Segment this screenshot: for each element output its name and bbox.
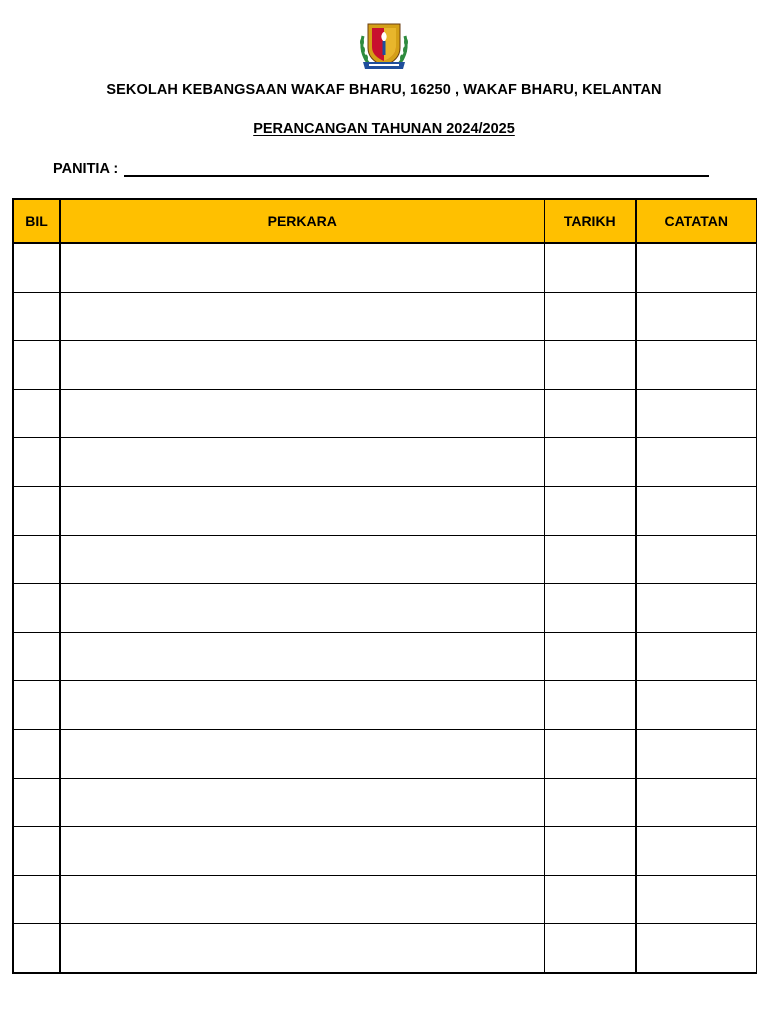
column-header-bil: BIL	[13, 199, 60, 243]
cell-tarikh[interactable]	[544, 292, 636, 341]
table-row	[13, 438, 756, 487]
cell-perkara[interactable]	[60, 438, 544, 487]
cell-tarikh[interactable]	[544, 341, 636, 390]
cell-bil[interactable]	[13, 681, 60, 730]
cell-bil[interactable]	[13, 827, 60, 876]
cell-catatan[interactable]	[636, 389, 756, 438]
cell-catatan[interactable]	[636, 486, 756, 535]
table-row	[13, 875, 756, 924]
cell-catatan[interactable]	[636, 535, 756, 584]
cell-catatan[interactable]	[636, 875, 756, 924]
cell-tarikh[interactable]	[544, 632, 636, 681]
cell-catatan[interactable]	[636, 729, 756, 778]
document-title-text: PERANCANGAN TAHUNAN 2024/2025	[253, 121, 515, 137]
cell-bil[interactable]	[13, 438, 60, 487]
cell-catatan[interactable]	[636, 438, 756, 487]
cell-perkara[interactable]	[60, 535, 544, 584]
cell-bil[interactable]	[13, 875, 60, 924]
table-row	[13, 827, 756, 876]
cell-catatan[interactable]	[636, 778, 756, 827]
table-row	[13, 729, 756, 778]
cell-catatan[interactable]	[636, 243, 756, 292]
cell-tarikh[interactable]	[544, 827, 636, 876]
cell-perkara[interactable]	[60, 584, 544, 633]
cell-catatan[interactable]	[636, 584, 756, 633]
table-row	[13, 486, 756, 535]
cell-bil[interactable]	[13, 341, 60, 390]
cell-perkara[interactable]	[60, 632, 544, 681]
panitia-label: PANITIA :	[53, 161, 119, 177]
cell-perkara[interactable]	[60, 924, 544, 973]
cell-tarikh[interactable]	[544, 389, 636, 438]
panitia-fill-line[interactable]	[124, 161, 709, 177]
column-header-perkara: PERKARA	[60, 199, 544, 243]
cell-bil[interactable]	[13, 486, 60, 535]
table-row	[13, 243, 756, 292]
cell-tarikh[interactable]	[544, 535, 636, 584]
cell-tarikh[interactable]	[544, 486, 636, 535]
table-header-row	[13, 199, 756, 243]
table-row	[13, 924, 756, 973]
cell-bil[interactable]	[13, 729, 60, 778]
cell-tarikh[interactable]	[544, 729, 636, 778]
cell-tarikh[interactable]	[544, 778, 636, 827]
table-row	[13, 584, 756, 633]
cell-perkara[interactable]	[60, 389, 544, 438]
cell-perkara[interactable]	[60, 243, 544, 292]
cell-catatan[interactable]	[636, 632, 756, 681]
cell-bil[interactable]	[13, 584, 60, 633]
cell-perkara[interactable]	[60, 778, 544, 827]
table-row	[13, 632, 756, 681]
cell-catatan[interactable]	[636, 292, 756, 341]
cell-perkara[interactable]	[60, 486, 544, 535]
table-row	[13, 535, 756, 584]
document-title	[0, 121, 768, 137]
table-row	[13, 292, 756, 341]
cell-perkara[interactable]	[60, 292, 544, 341]
cell-tarikh[interactable]	[544, 584, 636, 633]
cell-bil[interactable]	[13, 924, 60, 973]
table-row	[13, 389, 756, 438]
cell-catatan[interactable]	[636, 681, 756, 730]
cell-tarikh[interactable]	[544, 875, 636, 924]
table-row	[13, 681, 756, 730]
school-name: SEKOLAH KEBANGSAAN WAKAF BHARU, 16250 , WAKAF BHARU, KELANTAN	[106, 82, 662, 98]
cell-bil[interactable]	[13, 243, 60, 292]
cell-perkara[interactable]	[60, 341, 544, 390]
cell-tarikh[interactable]	[544, 243, 636, 292]
cell-bil[interactable]	[13, 292, 60, 341]
cell-perkara[interactable]	[60, 827, 544, 876]
cell-catatan[interactable]	[636, 827, 756, 876]
table-body	[13, 243, 756, 973]
cell-catatan[interactable]	[636, 924, 756, 973]
cell-perkara[interactable]	[60, 681, 544, 730]
cell-tarikh[interactable]	[544, 438, 636, 487]
table-row	[13, 341, 756, 390]
cell-tarikh[interactable]	[544, 681, 636, 730]
cell-perkara[interactable]	[60, 875, 544, 924]
plan-table	[12, 198, 757, 974]
cell-catatan[interactable]	[636, 341, 756, 390]
column-header-tarikh: TARIKH	[544, 199, 636, 243]
cell-bil[interactable]	[13, 389, 60, 438]
cell-perkara[interactable]	[60, 729, 544, 778]
school-crest-icon	[355, 16, 413, 74]
table-row	[13, 778, 756, 827]
cell-bil[interactable]	[13, 535, 60, 584]
panitia-field	[53, 161, 709, 177]
column-header-catatan: CATATAN	[636, 199, 756, 243]
cell-tarikh[interactable]	[544, 924, 636, 973]
cell-bil[interactable]	[13, 778, 60, 827]
cell-bil[interactable]	[13, 632, 60, 681]
